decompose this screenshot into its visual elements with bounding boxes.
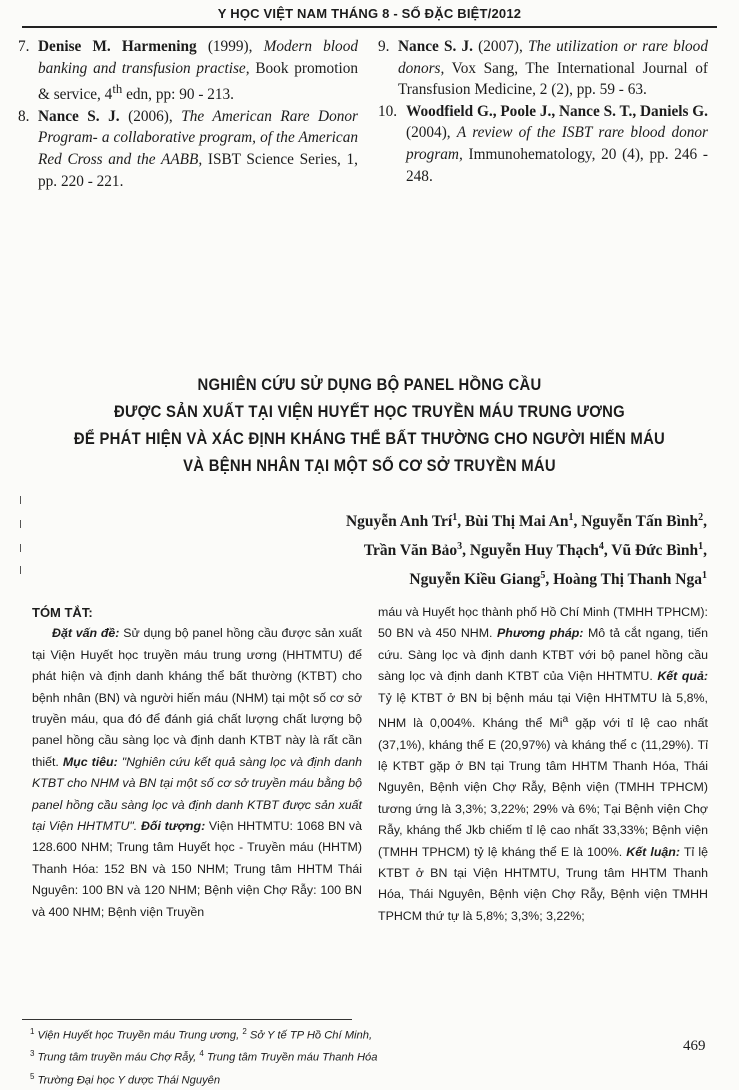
author-line: Nguyễn Anh Trí$^1$, Bùi Thị Mai An$^1$, Nguyễn Tấn Bình$^2$, (345, 512, 707, 531)
reference-number: 9. (378, 38, 390, 55)
reference-source: Vox Sang, The International Journal of Transfusion Medicine, 2 (2), pp. 59 - 63. (398, 59, 708, 99)
reference-item (378, 36, 708, 101)
reference-year: (1999), (196, 38, 264, 55)
header-rule (22, 26, 717, 28)
result-superscript: a (562, 714, 569, 726)
margin-mark (20, 566, 21, 574)
result-text-continued: gặp với tỉ lệ cao nhất (37,1%), kháng thể E (20,97%) và kháng thể c (11,29%). Tỉ lệ KTBT gặp ở BN tại Trung tâm HHTM Thanh Hóa, Thái Nguyên, Bệnh viện Chợ Rẫy, Bệnh viện (TMHH TPHCM) tương ứng là 3,3%; 3,22%; 29% và 6%; Tại Bệnh viện Chợ Rẫy, kháng thể Jkb chiếm tỉ lệ cao nhất 33,33%; Bệnh viện (TMHH TPHCM) tỷ lệ kháng thể E là 100%. (378, 716, 709, 859)
reference-source: ISBT Science Series, 1, pp. 220 - 221. (38, 151, 358, 190)
reference-item (378, 101, 708, 187)
subjects-label: Đối tượng: (140, 819, 206, 834)
method-text: Mô tả cắt ngang, tiến cứu. Sàng lọc và định danh KTBT với bộ panel hồng cầu sàng lọc và định danh KTBT của Viện HHTMTU. (378, 626, 708, 684)
abstract-heading: TÓM TẮT: (32, 605, 93, 620)
reference-authors: Woodfield G., Poole J., Nance S. T., Daniels G. (406, 102, 708, 120)
aim-text: "Nghiên cứu kết quả sàng lọc và định danh KTBT cho NHM và BN tại một số cơ sở truyền máu bằng bộ panel hồng cầu sàng lọc và định danh KTBT được sản xuất tại Viện HHTMTU". (32, 754, 362, 834)
author-affiliation: 2 (698, 512, 704, 523)
footnote-line (30, 1023, 570, 1045)
footnote-text: Trung tâm Truyền máu Thanh Hóa (203, 1052, 378, 1065)
reference-pages: edn, pp: 90 - 213. (122, 86, 235, 104)
margin-mark (20, 520, 21, 528)
reference-authors: Nance S. J. (38, 107, 120, 125)
title-line: ĐƯỢC SẢN XUẤT TẠI VIỆN HUYẾT HỌC TRUYỀN MÁU TRUNG ƯƠNG (114, 403, 625, 421)
author-affiliation: 1 (452, 512, 458, 523)
aim-label: Mục tiêu: (62, 754, 118, 769)
background-label: Đặt vấn đề: (52, 626, 120, 641)
reference-item (18, 106, 358, 192)
author-name: Nguyễn Huy Thạch (469, 542, 599, 560)
margin-mark (20, 496, 21, 504)
author-affiliation: 3 (457, 541, 463, 553)
reference-year: (2007), (472, 38, 528, 55)
reference-title: Modern blood banking and transfusion practise, (38, 38, 358, 77)
author-name: Vũ Đức Bình (611, 542, 699, 560)
reference-source: Book promotion & service, 4 (38, 59, 358, 104)
abstract-paragraph (32, 623, 362, 923)
reference-year: (2006), (119, 107, 182, 125)
footnote-text: Sở Y tế TP Hồ Chí Minh, (246, 1029, 373, 1042)
title-line: ĐỂ PHÁT HIỆN VÀ XÁC ĐỊNH KHÁNG THỂ BẤT THƯỜNG CHO NGƯỜI HIẾN MÁU (73, 430, 666, 448)
author-name: Bùi Thị Mai An (464, 513, 569, 531)
paper-title (37, 372, 702, 480)
author-name: Nguyễn Anh Trí (345, 513, 453, 531)
footnote-marker: 2 (242, 1027, 247, 1036)
reference-authors: Nance S. J. (398, 38, 473, 55)
conclusion-text: Tỉ lệ KTBT ở BN tại Viện HHTMTU, Trung tâm HHTM Thanh Hóa, Thái Nguyên, Bệnh viện Chợ Rẫy, Bệnh viện TMHH TPHCM thứ tự là 5,8%; 3,3%; 3,22%; (378, 844, 708, 923)
footnote-rule (22, 1019, 352, 1020)
background-text: Sử dụng bộ panel hồng cầu được sản xuất tại Viện Huyết học truyền máu trung ương (HHTMTU) để phát hiện và định danh kháng thể bất thường (KTBT) cho bệnh nhân (BN) và người hiến máu (NHM) tại một số cơ sở truyền máu, qua đó để đánh giá chất lượng chất lượng bộ panel hồng cầu sàng lọc và định danh KTBT này là rất cần thiết. (32, 626, 362, 769)
subjects-text-continued: máu và Huyết học thành phố Hồ Chí Minh (TMHH TPHCM): 50 BN và 450 NHM. (378, 605, 708, 641)
running-header: Y HỌC VIỆT NAM THÁNG 8 - SỐ ĐẶC BIỆT/2012 (217, 6, 522, 21)
reference-title: The American Rare Donor Program- a collaborative program, of the American Red Cross and the AABB, (38, 107, 358, 169)
footnote-marker: 3 (30, 1049, 35, 1059)
margin-mark (20, 544, 21, 552)
references-right-column (378, 36, 708, 187)
reference-sup: th (112, 82, 123, 97)
footnote-text: Viện Huyết học Truyền máu Trung ương, (34, 1029, 243, 1042)
footnote-marker: 5 (30, 1071, 35, 1081)
reference-title: The utilization or rare blood donors, (398, 38, 708, 77)
footnote-marker: 1 (30, 1027, 35, 1036)
footnote-line (30, 1045, 570, 1067)
reference-number: 8. (18, 107, 30, 125)
subjects-text: Viện HHTMTU: 1068 BN và 128.600 NHM; Trung tâm Huyết học - Truyền máu (HHTM) Thanh Hóa: 152 BN và 150 NHM; Trung tâm HHTM Thái Nguyên: 100 BN và 120 NHM; Bệnh viện Chợ Rẫy: 100 BN và 400 NHM; Bệnh viện Truyền (32, 819, 362, 919)
author-affiliation: 1 (698, 541, 704, 553)
reference-item (18, 36, 358, 106)
footnotes (30, 1023, 570, 1090)
method-label: Phương pháp: (497, 626, 584, 641)
author-affiliation: 5 (540, 570, 546, 582)
reference-number: 10. (378, 102, 398, 120)
reference-title: A review of the ISBT rare blood donor program, (406, 124, 708, 163)
footnote-text: Trường Đại học Y dược Thái Nguyên (34, 1074, 221, 1087)
author-name: Hoàng Thị Thanh Nga (553, 571, 702, 589)
author-list (187, 505, 707, 592)
abstract-left-column (32, 602, 362, 923)
reference-number: 7. (18, 38, 30, 55)
author-affiliation: 1 (702, 570, 707, 582)
author-name: Nguyễn Kiều Giang (409, 571, 541, 589)
reference-source: Immunohematology, 20 (4), pp. 246 - 248. (406, 145, 708, 185)
footnote-marker: 4 (199, 1049, 204, 1059)
references-left-column (18, 36, 358, 192)
author-line: Nguyễn Kiều Giang$^5$, Hoàng Thị Thanh Nga$^1$ (409, 570, 707, 589)
footnote-line (30, 1068, 570, 1090)
result-label: Kết quả: (657, 669, 708, 684)
footnote-text: Trung tâm truyền máu Chợ Rẫy, (34, 1052, 200, 1065)
reference-year: (2004), (406, 124, 457, 142)
reference-authors: Denise M. Harmening (38, 38, 197, 55)
author-line: Trần Văn Bảo$^3$, Nguyễn Huy Thạch$^4$, Vũ Đức Bình$^1$, (363, 541, 707, 560)
author-affiliation: 4 (598, 541, 604, 553)
author-affiliation: 1 (568, 512, 574, 523)
title-line: VÀ BỆNH NHÂN TẠI MỘT SỐ CƠ SỞ TRUYỀN MÁU (183, 457, 556, 475)
conclusion-label: Kết luận: (626, 844, 680, 859)
author-name: Trần Văn Bảo (363, 542, 458, 560)
author-name: Nguyễn Tấn Bình (581, 513, 699, 531)
page-number: 469 (683, 1038, 706, 1054)
title-line: NGHIÊN CỨU SỬ DỤNG BỘ PANEL HỒNG CẦU (197, 376, 542, 394)
result-text: Tỷ lệ KTBT ở BN bị bệnh máu tại Viện HHTMTU là 5,8%, NHM là 0,004%. Kháng thể Mi (378, 690, 708, 731)
abstract-right-column (378, 602, 708, 927)
